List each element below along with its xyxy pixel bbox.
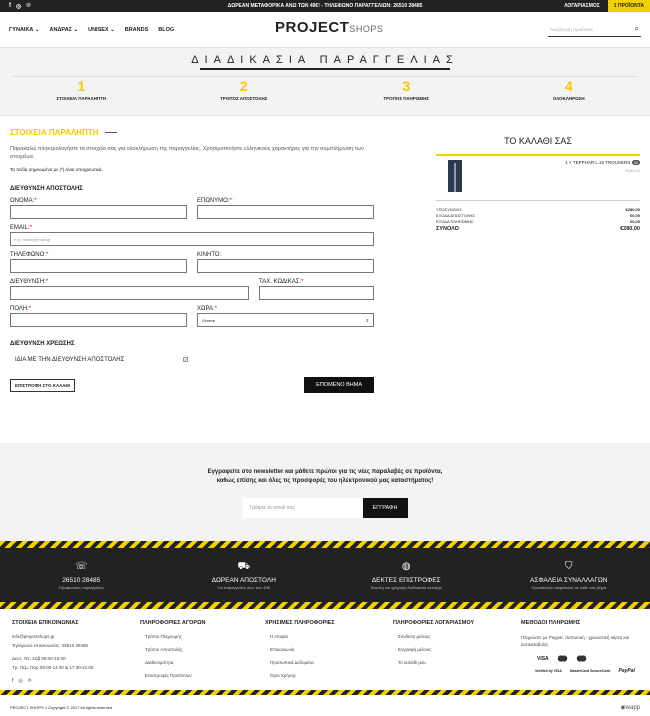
first-name-field[interactable] [10, 205, 187, 219]
nav-menu [0, 27, 174, 33]
hours-line-1: Δευτ, Τετ, Σάβ 09:00-15:00 [12, 656, 66, 661]
footer-payment-methods: ΜΕΘΟΔΟΙ ΠΛΗΡΩΜΗΣ Πληρώστε με Paypal, πιστωτική - χρεωστική κάρτα και αντικαταβολή. VISA Verified by VISA MasterCard SecureCode PayPal [521, 620, 639, 674]
footer-link[interactable]: Όροι Χρήσης [270, 673, 297, 678]
email-field[interactable]: π.χ. name@email.gr [10, 232, 374, 246]
account-link[interactable]: ΛΟΓΑΡΙΑΣΜΟΣ [564, 3, 600, 9]
nav-item-women[interactable]: ΓΥΝΑΙΚΑ ⌄ [9, 26, 40, 33]
top-bar [0, 0, 650, 12]
item-name[interactable]: 1 × TEPPHAR L.32 TROUSERS [565, 160, 631, 165]
feature-security: ⛉ ΑΣΦΑΛΕΙΑ ΣΥΝΑΛΛΑΓΩΝ Πρωτόκολλο ασφαλείας σε κάθε σας βήμα [504, 561, 634, 590]
globe-icon: ◍ [401, 560, 411, 572]
footer-link[interactable]: Σύνδεση μέλους [398, 634, 431, 639]
city-field[interactable] [10, 313, 187, 327]
step-3: 3 ΤΡΟΠΟΣ ΠΛΗΡΩΜΗΣ [383, 78, 430, 101]
search-input[interactable]: Αναζήτηση προϊόντος... ⌕ [548, 22, 641, 37]
footer [0, 616, 650, 688]
recipient-form [10, 128, 374, 393]
payment-text: Πληρώστε με Paypal, πιστωτική - χρεωστική κάρτα και αντικαταβολή. [521, 635, 630, 647]
item-price: €280,00 [625, 168, 640, 173]
maestro-logo [576, 655, 587, 662]
nav-item-unisex[interactable]: UNISEX ⌄ [88, 26, 115, 33]
section-title: ΣΤΟΙΧΕΙΑ ΠΑΡΑΛΗΠΤΗ [10, 128, 374, 137]
footer-link[interactable]: Τρόποι Αποστολής [145, 647, 183, 652]
phone-field[interactable] [10, 259, 187, 273]
feature-returns: ◍ ΔΕΚΤΕΣ ΕΠΙΣΤΡΟΦΕΣ Εύκολη και γρήγορη διαδικασία αλλαγής [341, 561, 471, 590]
required-note: Τα πεδία σημειωμένα με (*) είναι υποχρεωτικά. [10, 167, 103, 172]
contact-email[interactable]: info@projectshops.gr [12, 634, 55, 639]
newsletter-section [0, 443, 650, 541]
size-badge: 30 [633, 160, 638, 165]
footer-link[interactable]: Η εταιρία [270, 634, 288, 639]
email-label: EMAIL:* [10, 225, 33, 231]
address-field[interactable] [10, 286, 249, 300]
select-arrow-icon: ⇕ [365, 318, 369, 323]
last-name-field[interactable] [197, 205, 374, 219]
title-underline [200, 68, 450, 70]
verified-by-visa-logo: Verified by VISA [535, 669, 562, 673]
country-label: ΧΩΡΑ:* [197, 306, 218, 312]
billing-address-title: ΔΙΕΥΘΥΝΣΗ ΧΡΕΩΣΗΣ [10, 341, 75, 347]
footer-link[interactable]: Το καλάθι μου [398, 660, 426, 665]
mobile-label: ΚΙΝΗΤΟ: [197, 252, 222, 258]
subtotal-value: €280,00 [625, 207, 640, 212]
shield-icon: ⛉ [565, 560, 573, 572]
product-thumbnail[interactable] [448, 160, 462, 192]
main-nav [0, 12, 650, 48]
cart-totals: ΥΠΟΣΥΝΟΛΟ €280,00 ΕΞΟΔΑ ΑΠΟΣΤΟΛΗΣ €0,00 ΕΞΟΔΑ ΠΛΗΡΩΜΗΣ €0,00 ΣΥΝΟΛΟ €280,00 [436, 200, 640, 232]
social-links [9, 0, 31, 12]
cart-title: ΤΟ ΚΑΛΑΘΙ ΣΑΣ [504, 136, 572, 146]
paypal-logo: PayPal [618, 668, 635, 674]
footer-link[interactable]: Τρόποι Πληρωμής [145, 634, 182, 639]
developer-credit[interactable]: ◉wapp [620, 704, 640, 711]
bottom-bar [0, 698, 650, 716]
zip-label: ΤΑΧ. ΚΩΔΙΚΑΣ:* [259, 279, 304, 285]
step-4: 4 ΟΛΟΚΛΗΡΩΣΗ [552, 78, 585, 101]
last-name-label: ΕΠΩΝΥΜΟ:* [197, 198, 232, 204]
newsletter-email-input[interactable]: Γράψτε το email σας [243, 498, 363, 518]
checkout-main [0, 116, 650, 406]
search-icon[interactable]: ⌕ [634, 24, 639, 33]
checkout-steps [0, 78, 650, 101]
hours-line-2: Τρ, Πέμ, Παρ 09:00-14:30 & 17:30-21:00 [12, 665, 94, 670]
footer-link[interactable]: Επιστροφές Προϊόντων [145, 673, 192, 678]
visa-logo: VISA [537, 655, 549, 662]
mastercard-securecode-logo: MasterCard SecureCode [569, 669, 611, 673]
hazard-stripe-bottom [0, 602, 650, 609]
address-label: ΔΙΕΥΘΥΝΣΗ:* [10, 279, 49, 285]
total-value: €280,00 [620, 226, 640, 232]
newsletter-text: Εγγραφείτε στο newsletter και μάθετε πρώτοι για τις νέες παραλαβές σε προϊόντα, καθώς επίσης και όλες τις προσφορές του ηλεκτρονικού μας καταστήματος! [207, 469, 443, 484]
hazard-stripe [0, 541, 650, 548]
footer-useful-info: ΧΡΗΣΙΜΕΣ ΠΛΗΡΟΦΟΡΙΕΣ Η εταιρία Επικοινωνία Προσωπικά Δεδομένα Όροι Χρήσης [265, 620, 375, 678]
footer-contact: ΣΤΟΙΧΕΙΑ ΕΠΙΚΟΙΝΩΝΙΑΣ info@projectshops.gr Τηλέφωνο επικοινωνίας: 26510 28485 Δευτ, Τετ, Σάβ 09:00-15:00 Τρ, Πέμ, Παρ 09:00-14:30 & 17:30-21:00 f ◎ ℗ [12, 620, 132, 684]
phone-label: ΤΗΛΕΦΩΝΟ:* [10, 252, 49, 258]
facebook-icon[interactable]: f [9, 3, 11, 9]
shipping-address-title: ΔΙΕΥΘΥΝΣΗ ΑΠΟΣΤΟΛΗΣ [10, 186, 83, 192]
same-address-option[interactable]: ΙΔΙΑ ΜΕ ΤΗΝ ΔΙΕΥΘΥΝΣΗ ΑΠΟΣΤΟΛΗΣ ✓ [15, 357, 188, 363]
feature-free-shipping: ⛟ ΔΩΡΕΑΝ ΑΠΟΣΤΟΛΗ Για παραγγελίες άνω των 49€ [179, 561, 309, 590]
feature-phone: ☏ 26510 28485 Τηλεφωνικές παραγγελίες [16, 561, 146, 590]
cart-item [436, 160, 640, 194]
zip-field[interactable] [259, 286, 374, 300]
newsletter-subscribe-button[interactable]: ΕΓΓΡΑΦΗ [363, 498, 408, 518]
footer-link[interactable]: Προσωπικά Δεδομένα [270, 660, 314, 665]
nav-item-blog[interactable]: BLOG [158, 26, 175, 33]
footer-link[interactable]: Επικοινωνία [270, 647, 295, 652]
cart-divider [436, 154, 640, 156]
footer-link[interactable]: Διαθεσιμότητα [145, 660, 174, 665]
back-to-cart-button[interactable]: ΕΠΙΣΤΡΟΦΗ ΣΤΟ ΚΑΛΑΘΙ [10, 379, 75, 392]
copyright-text: PROJECT SHOPS // Copyright © 2017 All rights reserved. [10, 704, 114, 710]
checkout-header [0, 48, 650, 116]
mastercard-logo [557, 655, 568, 662]
contact-phone: Τηλέφωνο επικοινωνίας: 26510 28485 [12, 643, 88, 648]
instagram-icon[interactable]: ◎ [16, 3, 22, 10]
features-bar [0, 548, 650, 602]
page-title: ΔΙΑΔΙΚΑΣΙΑ ΠΑΡΑΓΓΕΛΙΑΣ [191, 54, 459, 66]
phone-support-icon: ☏ [74, 560, 88, 572]
pinterest-icon[interactable]: ℗ [27, 678, 32, 684]
country-select[interactable]: Greece ⇕ [197, 313, 374, 327]
shipping-message: ΔΩΡΕΑΝ ΜΕΤΑΦΟΡΙΚΑ ΑΝΩ ΤΩΝ 49€! - ΤΗΛΕΦΩΝΟ ΠΑΡΑΓΓΕΛΙΩΝ: 26510 28485 [227, 3, 423, 9]
pinterest-icon[interactable]: ℗ [26, 3, 31, 9]
instagram-icon[interactable]: ◎ [18, 678, 23, 684]
step-1: 1 ΣΤΟΙΧΕΙΑ ΠΑΡΑΛΗΠΤΗ [56, 78, 107, 101]
payment-value: €0,00 [629, 219, 640, 224]
nav-item-brands[interactable]: BRANDS [124, 26, 149, 33]
shipping-value: €0,00 [629, 213, 640, 218]
nav-item-men[interactable]: ΑΝΔΡΑΣ ⌄ [49, 26, 79, 33]
mobile-field[interactable] [197, 259, 374, 273]
city-label: ΠΟΛΗ:* [10, 306, 32, 312]
step-divider [12, 76, 638, 77]
first-name-label: ΟΝΟΜΑ:* [10, 198, 37, 204]
truck-icon: ⛟ [237, 560, 251, 572]
next-step-button[interactable]: ΕΠΟΜΕΝΟ ΒΗΜΑ [304, 377, 374, 393]
cart-button[interactable]: 1 ΠΡΟΪΟΝΤΑ [608, 0, 650, 12]
footer-account-info: ΠΛΗΡΟΦΟΡΙΕΣ ΛΟΓΑΡΙΑΣΜΟΥ Σύνδεση μέλους Εγγραφή μέλους Το καλάθι μου [393, 620, 508, 665]
step-2: 2 ΤΡΟΠΟΣ ΑΠΟΣΤΟΛΗΣ [220, 78, 268, 101]
same-address-checkbox[interactable]: ✓ [184, 357, 188, 362]
footer-link[interactable]: Εγγραφή μέλους [398, 647, 432, 652]
footer-purchase-info: ΠΛΗΡΟΦΟΡΙΕΣ ΑΓΟΡΩΝ Τρόποι Πληρωμής Τρόποι Αποστολής Διαθεσιμότητα Επιστροφές Προϊόντων [140, 620, 250, 678]
form-intro: Παρακαλώ πληκτρολογήστε τα στοιχεία σας για ολοκλήρωση της παραγγελίας. Χρησιμοποιήστε ελληνικούς χαρακτήρες για την συμπλήρωση των στοιχείων. [10, 146, 364, 160]
cart-summary [436, 136, 640, 233]
facebook-icon[interactable]: f [12, 678, 14, 684]
hazard-stripe-footer [0, 690, 650, 695]
logo[interactable]: PROJECTSHOPS [275, 19, 384, 36]
